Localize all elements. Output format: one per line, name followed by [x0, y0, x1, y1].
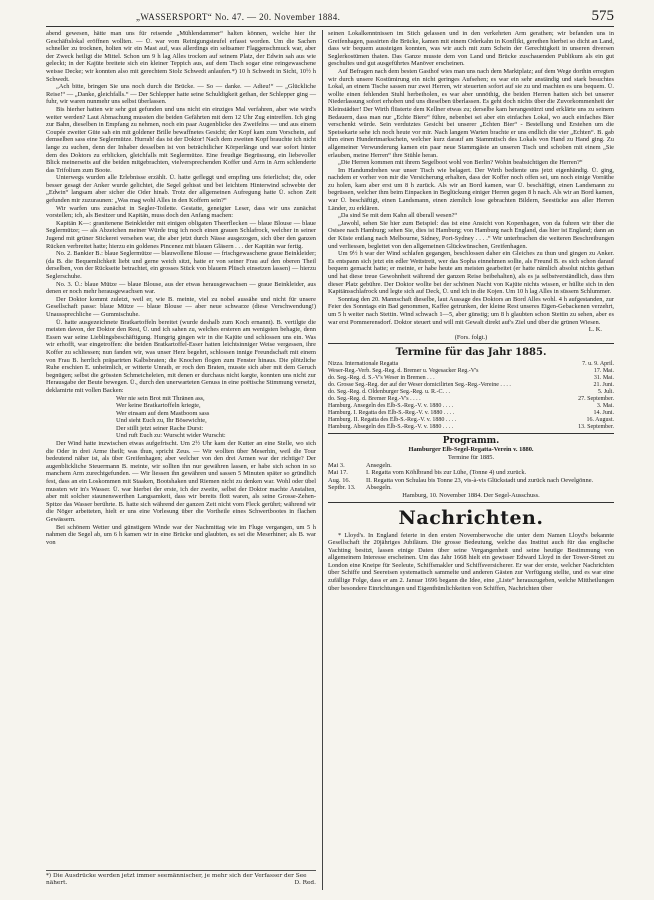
regatta-org: do. Grosse Seg.-Reg. der auf der Weser domicilirten Seg.-Reg.-Vereine . . . . [328, 382, 511, 389]
program-row [328, 469, 614, 477]
article-paragraph: „Da sind Se mit dem Kahn all überall wesen?“ [338, 212, 458, 220]
regatta-date: 3. Mai. [596, 403, 614, 410]
footnote-text: *) Die Ausdrücke werden jetzt immer seemännischer, je mehr sich der Verfasser der See nähert. [46, 873, 307, 886]
article-paragraph: Unterwegs wurden alle Erlebnisse erzählt. Ü. hatte gefleggt und empfing uns feierlichst; die, oder besser gesagt der Anker wurde gelichtet, die Segel gehisst und bei leichtem Hinterwind schwebte der „Edwin“ langsam aber sicher die Oder hinab. Trotz der allgemeinen Aufregung hatte Ü. schon Zeit gefunden mir zuzuraunen: „Was mag wohl Alles in den Koffern sein?“ [46, 174, 316, 205]
regatta-org: do. Seg.-Reg. d. Oldenburger Seg.-Reg. u. R.-C. . . [328, 389, 451, 396]
header-page-number: 575 [591, 8, 614, 24]
article-paragraph: seinen Lokalkenntnissen im Stich gelassen und in den verkehrten Arm gerathen; wir befanden uns in Greifenhagen, passirten die Brücke, kamen mit einem Oderkahn in Konflikt, gerethen hierbei so dicht an Land, dass wir bequem aussteigen konnten, was wir auch mit zum Schein der Gerechtigkeit in unseren diversen Seglerkostümen thaten. Das Ganze musste dem von Land und Brücke zuschauenden Publikum als ein gut geschultes und gut ausgeführtes Manöver erscheinen. [328, 30, 614, 68]
regatta-org: Nizza. Internationale Regatta [328, 361, 399, 368]
page-header [46, 10, 614, 27]
regatta-row [328, 417, 614, 424]
article-paragraph: Auf Befragen nach dem besten Gasthof wies man uns nach dem Marktplatz; auf dem Wege dorthin erregten wir durch unsere Kostümirung ein nicht geringes Aufsehen; es war ein sehr anständig und stark besuchtes Lokal, an einem Tische sassen nur zwei Herren, wir steuerten sofort auf sie zu und machten es uns bequem. Ü. wollte einen fehlenden Stuhl herbeiholen, es war aber unnöthig, die beiden Herren hatten sich bei unserer Niederlassung sofort erhoben und uns dieselben überlassen. Es geht doch nichts über die Zuvorkommenheit der Kleinstädter! Der Wirth flüsterte dem Kellner etwas zu; derselbe kam herangestürzt und erklärte uns zu seinem Bedauern, dass man nur „Echte Biere“ führe, nebenbei sei aber ein einfaches Lokal, wo auch einfaches Bier verschenkt würde. Sein verdutztes Gesicht bei unserer „Echten Bier“ - Bestellung und Erstehen um die Speisekarte sehe ich noch heute vor mir. Nach langem Warten brachte er uns endlich die vier „Echten“. B. gab ihm einen Hundertmarkschein, welcher kurz darauf am Stammtisch des Lokals von Hand zu Hand ging. Zu allgemeiner Verwunderung kamen ein paar neue Stammgäste an unseren Tisch und schoben mit einem „Sie erlauben, meine Herren“ ihre Stühle heran. [328, 67, 614, 159]
poem-line: Wer keine Bratkartoffeln kriegte, [116, 402, 201, 410]
article-paragraph: Bis hierher hatten wir sehr gut gefunden und uns nicht ein einziges Mal verfahren, aber wie wird's weiter werden? Laut Abmachung mussten die beiden Gefährten mit dem 12 Uhr Zug eintreffen. Ich ging zur Bahn, dieselben in Empfang zu nehmen, noch ein paar Augenblicke des Zweifelns — und aus einem Coupée zweiter Güte sah ein mit goldener Brille bewaffnetes Gesicht; der Kopf kam zum Vorschein, auf demselben sass eine Seglermütze. Hurrah! das ist der Doktor! Nach dem zweiten Kopf brauchte ich nicht lange zu suchen, denn der Inhaber desselben ist von beträchtlicher Körperlänge und war sofort hinter dem des Doktors zu erblicken, gleichfalls mit Seglermütze. Eine freudige Begrüssung, ein liebevoller Blick meinerseits auf die beiden mitgebrachten, vielversprechenden Koffer und Arm in Arm schlenderte das Trifolium zum Boote. [46, 105, 316, 174]
section-rule [328, 502, 614, 503]
article-paragraph: Um 9½ h war der Wind schlafen gegangen, beschlossen daher ein Gleiches zu thun und gingen zu Anker. Es entspann sich jetzt ein edler Wettstreit, wer das Sopha einnehmen sollte, als Freund B. es sich schon darauf bequem gemacht hatte; er meinte, er habe heute am meisten gearbeitet (er hatte nämlich absolut nichts gethan und hat diese treue Gewohnheit während der ganzen Reise beibehalten), als es ja selbstverständlich, dass ihm dieser Platz gebühre. Der Doktor wollte bei der schönen Nacht von Kajüte nichts wissen, er hüllte sich in den Kapitänsschlafrock und legte sich auf Deck, Ü. und ich in die Kojen. Um 10 h lag Alles in süssem Schlummer. [328, 250, 614, 296]
poem-line: Und sieht Euch zu, Ihr Bösewichte, [116, 417, 207, 425]
regatta-date: 13. September. [578, 424, 614, 431]
regatta-row [328, 410, 614, 417]
program-text: II. Regatta von Schulau bis Tonne 23, vis-à-vis Glückstadt und zurück nach Oevelgönne. [366, 476, 594, 484]
program-date: Mai 3. [328, 461, 345, 469]
article-paragraph: Kapitän K—: granitenene Beinkleider mit einigen obligaten Theerflecken — blaue Blouse — blaue Seglermütze; — als Abzeichen meiner Würde trug ich noch einen grauen Schlafrock, welcher in seiner Jugend mit grüner Stickerei versehen war, die aber jetzt durch Nässe ausgezogen, sich über den ganzen Rücken verbreitet hatte; hierzu ein goldenes Pincenez mit blauen Gläsern . . . der Kapitän war fertig. [46, 219, 316, 250]
programm-heading: Programm. [442, 436, 500, 447]
article-paragraph: Ü. hatte ausgezeichnete Bratkartoffeln bereitet (wurde deshalb zum Koch ernannt). B. vertilgte die meisten davon, der Doktor den Rest, Ü. und ich sahen zu, welches ersteren am wenigsten behagte, denn Essen war seine Lieblingsbeschäftigung. Hungrig gingen wir in die Kajüte und schlossen uns ein. Was wir erhofft, war eingetroffen: die beiden Bratkartoffel-Esser hatten leichtsinniger Weise vergessen, ihre Koffer zu schliessen; nun fanden wir, was unser Herz begehrt, schlossen innige Freundschaft mit einem von Frau B. herrlich präparirten Kalbsbraten; die Knochen flogen zum Fenster hinaus. Die plötzliche Ruhe erschien E. unheimlich, er witterte Unrath, er roch den Braten, musste sich aber mit dem Geruch begnügen; selbst die grössten Schmeicheleien, mit denen er durchaus nicht kargte, konnten uns nicht zur Herausgabe der Beute bewegen. Ü., durch den unerwarteten Genuss in eine poëtische Stimmung versetzt, deklamirte mit vollen Backen: [46, 318, 316, 394]
regatta-row [328, 389, 614, 396]
header-paper-info: „WASSERSPORT“ No. 47. — 20. November 1884. [136, 12, 341, 22]
regatta-org: Hamburg. II. Regatta des Elb-S.-Reg.-V. v. 1880 . . . . [328, 417, 457, 424]
article-paragraph: „Die Herren kommen mit ihrem Segelboot wohl von Berlin? Wohin beabsichtigen die Herren?“ [338, 159, 583, 167]
regatta-row [328, 403, 614, 410]
program-footer: Hamburg, 10. November 1884. Der Segel-Ausschuss. [402, 491, 540, 499]
regatta-schedule [328, 361, 614, 431]
article-paragraph: Sonntag den 20. Mannschaft dieselbe, laut Aussage des Doktors an Bord Alles wohl. 4 h aufgestanden, zur Feier des Sonntags ein Bad genommen, Kaffee getrunken, der kleine Rest unseres Eigen-Gebackenen verzehrt, um 5 h weiter nach Stettin. Wind schwach 1—5, aber günstig; um 8 h glaubten schon Stettin zu sehen, aber es war erst Pommerensdorf. Doktor steuert und will mit Gewalt direkt auf's Ziel und über die grünen Wiesen. [328, 295, 614, 326]
article-paragraph: No. 3. Ü.: blaue Mütze — blaue Blouse, aus der etwas herausgewachsen — graue Beinkleider, aus denen er noch mehr herausgewachsen war. [46, 280, 316, 296]
article-paragraph: Der Wind hatte inzwischen etwas aufgefrischt. Um 2½ Uhr kam der Kutter an eine Stelle, wo sich die Oder in drei Arme theilt; was thun, spricht Zeus. — Wir wollten über Meserhin, weil die Tour bedeutend näher ist, als über Greifenhagen; aber welcher von den drei Armen war der richtige? Der augenblickliche Steuermann B. meinte, wir sollten ihn nur gewähren lassen, er habe sich schon in so manchem Arm zurechtgefunden. — Wir liessen ihn gewähren und sassen 5 Minuten später so gründlich fest, dass an ein Loskommen mit Staaken, Bootshaken und Riemen nicht zu denken war. Wohl oder übel mussten wir in's Wasser. Ü. war hierbei der erste, ich der zweite, selbst der Doktor machte Anstalten, aber mit solcher staunenswerthen Langsamkeit, dass wir bereits flott waren, als seine Grosse-Zehen-Spitze das Wasser berührte. B. hatte sich während der ganzen Zeit nicht vom Fleck gerührt; während wir die Nöger arbeiteten, hielt er uns eine Vorlesung über die Vortheile eines Schwertbootes in flachen Gewässern. [46, 440, 316, 523]
program-row [328, 462, 614, 470]
program-date: Septbr. 13. [328, 484, 356, 492]
termine-heading: Termine für das Jahr 1885. [395, 347, 547, 359]
programm-subheading: Hamburger Elb-Segel-Regatta-Verein v. 1880. [408, 446, 534, 454]
section-rule [328, 433, 614, 434]
poem-line: Der stillt jetzt seiner Rache Durst: [116, 424, 204, 432]
regatta-row [328, 424, 614, 431]
regatta-date: 27. September. [578, 396, 614, 403]
regatta-date: 14. Juni. [593, 410, 614, 417]
news-paragraph: * Lloyd's. In England feierte in den ersten Novemberwoche die unter dem Namen Lloyd's bekannte Gesellschaft ihr 20jähriges Jubiläum. Die grosse Bedeutung, welche das Institut auch für das englische Yachting besitzt, lassen einige Daten über seine Vergangenheit und seine heutige Bestimmung von allgemeinem Interesse erscheinen. Um das Jahr 1668 hielt ein gewisser Edward Lloyd in der Tower-Street zu London eine Kneipe für Seeleute, Schiffsmakler und Schiffsversicherer. Er war der erste, welcher Nachrichten über Schiffe und Seereisen systematisch sammelte und anderen Gästen zur Verfügung stellte, und es war eine zufällige Folge, dass er am 2. Januar 1696 begann die Idee, eine „Liste“ herauszugeben, welche Mittheilungen über besondere Einrichtungen und Eigenthümlichkeiten von Schiffen, Nachrichten über [328, 531, 614, 592]
program-text: I. Regatta vom Köhlbrand bis zur Lühe, (Tonne 4) und zurück. [366, 469, 527, 477]
article-paragraph: „Jawohl, sehen Sie hier zum Beispiel: das ist eine Ansicht von Kopenhagen, von da fuhren wir über die Ostsee nach Hamburg; sehen Sie, dies ist Hamburg; von Hamburg nach England, das hier ist England; dann an der Küste entlang nach Melbourne, Sidney, Port-Sydney . . . .“ Wir unterbrachen die weiteren Beschreibungen und verliessen, begleitet von den allgemeinen Glückwünschen, Greifenhagen. [328, 219, 614, 250]
left-column [46, 30, 316, 546]
regatta-date: 17. Mai. [593, 368, 614, 375]
article-paragraph: No. 2. Bankier B.: blaue Seglermütze — blauwollene Blouse — frischgewaschene graue Beinkleider; (da B. die Bequemlichkeit liebt und gerne weich sitzt, hatte er von seiner Frau auf den oberen Theil derselben, von der Rückseite betrachtet, ein grosses Stück von blauem Plüsch einsetzen lassen) — hierzu Seglerschuhe. [46, 250, 316, 280]
program-row [328, 477, 614, 485]
section-rule [328, 343, 614, 344]
regatta-row [328, 396, 614, 403]
program-row [328, 484, 614, 492]
program-text: Ansegeln. [366, 461, 392, 469]
regatta-date: 16. August. [586, 417, 614, 424]
program-date: Aug. 16. [328, 476, 351, 484]
poem-line: Und ruft Euch zu: Wurscht wider Wurscht: [116, 432, 226, 440]
footnote [46, 870, 316, 887]
right-column [328, 30, 614, 592]
regatta-date: 5. Juli. [597, 389, 614, 396]
regatta-row [328, 382, 614, 389]
regatta-org: Hamburg. Ansegeln des Elb-S.-Reg.-V. v. 1880 . . . . [328, 403, 454, 410]
poem-line: Wer nie sein Brot mit Thränen ass, [116, 394, 205, 402]
article-paragraph: „Ach bitte, bringen Sie uns noch durch die Brücke. — So — danke. — Adieu!“ — „Glückliche Reise!“ — „Danke, gleichfalls.“ — Der Schlepper hatte seine Schuldigkeit gethan, der Schlepper ging — fuhr, wir waren nunmehr uns selbst überlassen. [46, 83, 316, 106]
poem-line: Wer einsam auf dem Mastboom sass [116, 409, 210, 417]
regatta-org: do. Seg.-Reg. d. Bremer Reg.-V's . . . . [328, 396, 421, 403]
regatta-row [328, 361, 614, 368]
article-paragraph: Im Handumdrehen war unser Tisch wie belagert. Der Wirth bediente uns jetzt eigenhändig. Ü. ging, nachdem er vorher von mir die Versicherung erhalten, dass der Koffer noch offen sei, um noch einige Vorräthe zu holen, kam aber erst um 8 h zurück. Als wir an Bord kamen, war Ü. beschäftigt, einen Landsmann zu begrüssen, welcher ihm beim Einpacken in Beglückung einiger Herren gegen 8 h nach. Als wir an Bord kamen, war Ü. beschäftigt, einen Landsmann, einen ziemlich lose gebrachten Bildern, Seestücke aus aller Herren Länder, zu erklären. [328, 166, 614, 212]
program-list [328, 462, 614, 492]
article-paragraph: Bei schönem Wetter und günstigem Winde war der Nachmittag wie im Fluge vergangen, um 5 h nahmen die Segel ab, um 6 h kamen wir in eine Brücke und glaubten, es sei die Meserhiner; als B. war von [46, 523, 316, 546]
regatta-org: do. Seg.-Reg. d. S.-V's Weser in Bremen . . . [328, 375, 435, 382]
article-paragraph: Der Doktor kommt zuletzt, weil er, wie B. meinte, viel zu nobel aussähe und nicht für unsere Gesellschaft passe: blaue Mütze — blaue Blouse — aber neue schwarze (diese Verschwendung!) Unaussprechliche — Gummischuhe. [46, 295, 316, 318]
program-date: Mai 17. [328, 469, 348, 477]
regatta-row [328, 368, 614, 375]
program-text: Absegeln. [366, 484, 392, 492]
regatta-org: Weser-Reg.-Verb. Seg.-Reg. d. Bremer u. Vegesacker Reg.-V's [328, 368, 479, 375]
column-divider [322, 30, 323, 890]
article-signature: L. K. [588, 326, 602, 334]
regatta-date: 21. Juni. [593, 382, 614, 389]
regatta-date: 7. u. 9. April. [582, 361, 614, 368]
article-paragraph: Wir warfen uns zunächst in Segler-Toilette. Gestatte, geneigter Leser, dass wir uns zunächst vorstellen; ich, als Besitzer und Kapitän, muss doch den Anfang machen: [46, 204, 316, 220]
programm-year: Termine für 1885. [447, 453, 495, 461]
article-paragraph: abend gewesen, hätte man uns für reisende „Mühlendammer“ halten können, welche hier ihr Geschäftslokal eröffnen wollten. — Ü. war vom Reinigungsteufel erfasst worden. Um die Sachen schneller zu trocknen, holten wir ein Mast auf, was allerdings ein seltsamer Flaggenschmuck war, aber der Zweck heiligt die Mittel. Schon um 9 h lag Alles trocken auf seinem Platz, der Edwin sah aus wie geleckt; in der Kajüte breitete sich ein kleiner Teppich aus, auf dem Tisch sogar eine reingewaschene weisse Decke; wir konnten also mit gerechtem Stolz Schwedt anlaufen.*) 10 h Schwedt in Sicht, 10½ h Schwedt. [46, 30, 316, 83]
continuation-note: (Fors. folgt.) [454, 333, 488, 341]
footnote-signature: D. Red. [294, 880, 316, 886]
regatta-org: Hamburg. I. Regatta des Elb-S.-Reg.-V. v. 1880 . . . . [328, 410, 455, 417]
regatta-date: 31. Mai. [593, 375, 614, 382]
regatta-org: Hamburg. Absegeln des Elb-S.-Reg.-V. v. 1880 . . . . [328, 424, 454, 431]
nachrichten-heading: Nachrichten. [398, 506, 544, 529]
